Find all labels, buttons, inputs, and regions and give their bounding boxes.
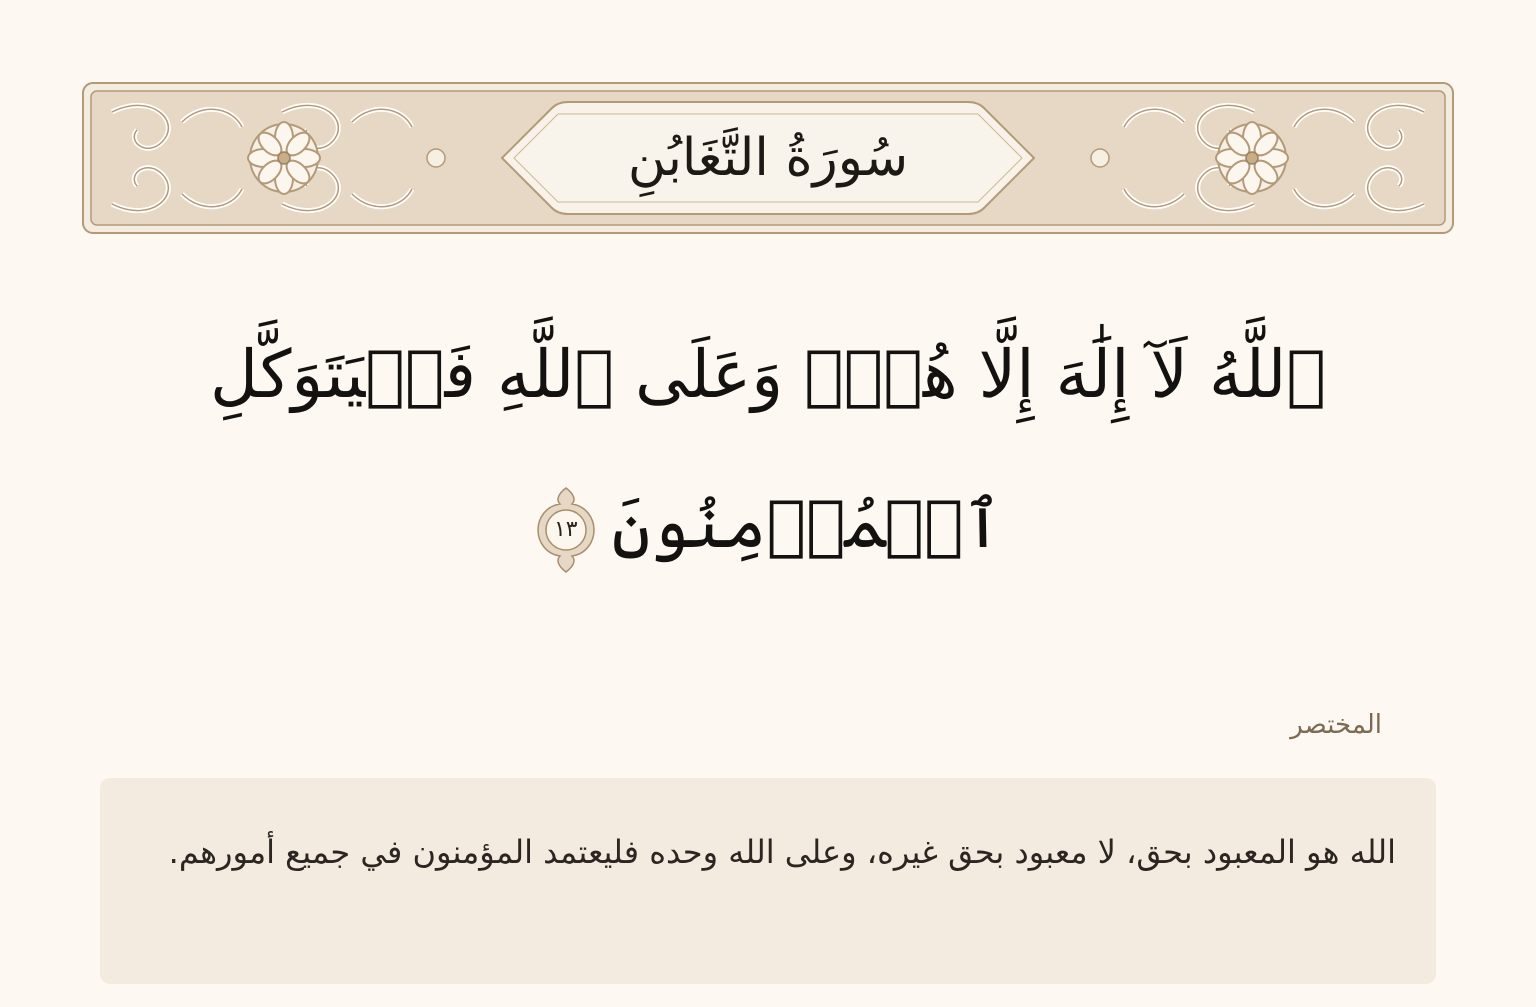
tafsir-card	[100, 778, 1436, 984]
ayah-end-marker[interactable]	[534, 486, 598, 574]
tafsir-source-label[interactable]: المختصر	[1290, 710, 1382, 740]
verse-line-1: ٱللَّهُ لَآ إِلَٰهَ إِلَّا هُوَۚ وَعَلَى ٱللَّهِ فَلۡيَتَوَكَّلِ	[209, 336, 1327, 413]
verse-line-2-text: ٱلۡمُؤۡمِنُونَ	[611, 486, 1003, 563]
ayah-number: ١٣	[553, 517, 578, 542]
verse-line-2	[180, 450, 1356, 600]
surah-title: سُورَةُ التَّغَابُنِ	[627, 128, 909, 188]
verse-text	[180, 300, 1356, 630]
surah-header-banner	[82, 82, 1454, 234]
tafsir-text: الله هو المعبود بحق، لا معبود بحق غيره، وعلى الله وحده فليعتمد المؤمنون في جميع أمورهم.	[168, 833, 1396, 871]
